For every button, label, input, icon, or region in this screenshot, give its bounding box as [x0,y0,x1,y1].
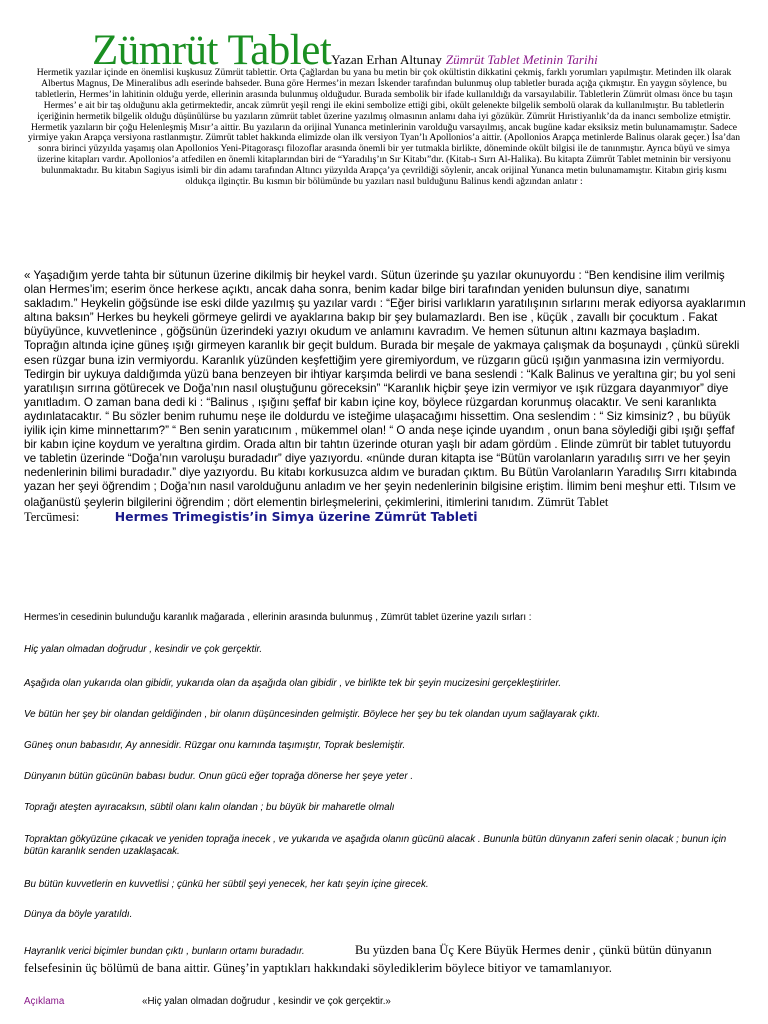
page-title: Zümrüt Tablet [92,27,332,74]
subtitle-link[interactable]: Zümrüt Tablet Metinin Tarihi [445,52,598,67]
footer [24,996,746,1007]
footer-label-link[interactable]: Açıklama [24,996,65,1007]
tablet-line: Toprağı ateşten ayıracaksın, sübtil olanı kalın olandan ; bu büyük bir maharetle olmalı [24,802,395,813]
tablet-line: Hiç yalan olmadan doğrudur , kesindir ve çok gerçektir. [24,644,263,655]
closing-paragraph [24,942,746,976]
tablet-line: Ve bütün her şey bir olandan geldiğinden , bir olanın düşüncesinden gelmiştir. Böylece her şey bu tek olandan uyum sağlayarak çıktı. [24,709,601,720]
quote-text: « Yaşadığım yerde tahta bir sütunun üzerine dikilmiş bir heykel vardı. Sütun üzerinde şu yazılar okunuyordu : “Ben kendisine ilim verilmiş olan Hermes’im; eserim önce herkese açıktı, ancak daha sonra, benim kadar bilge biri tarafından yeniden bulunsun diye, sanatımı sakladım.” Heykelin göğsünde ise eski dilde yazılmış şu yazılar vardı : “Eğer birisi varlıkların yaratılışının sırlarını merak ediyorsa ayaklarımın altına baksın” Herkes bu heykeli görmeye gelirdi ve ayaklarına bakıp bir şey bulamazlardı. Ben ise , küçük , zavallı bir çocuktum . Fakat büyüyünce, kuvvetlenince , göğsünün üzerindeki yazıyı okudum ve anlamını kavradım. Ve hemen sütunun altını kazmaya başladım. Toprağın altında içine güneş ışığı girmeyen karanlık bir geçit buldum. Burada bir meşale de yakmaya çalışmak da boşunaydı , çünkü sürekli esen rüzgar buna izin vermiyordu. Karanlık yüzünden keşfettiğim yere giremiyordum, ve rüzgarın gücü ışığın yanmasına izin vermiyordu. Tedirgin bir uykuya daldığımda yüzü bana benzeyen bir ihtiyar karşımda belirdi ve bana seslendi : “Kalk Balinus ve yeraltına gir; bu yol seni yaratılışın sırrına götürecek ve Doğa’nın nasıl oluştuğunu göreceksin” “Karanlık hiçbir şeye izin vermiyor ve ışık rüzgara dayanmıyor” diye yanıtladım. O zaman bana dedi ki : “Balinus , ışığını şeffaf bir kabın içine koy, böylece rüzgardan korunmuş olacaktır. Ve seni karanlıkta aydınlatacaktır. “ Bu sözler benim ruhumu neşe ile doldurdu ve isteğime ulaşacağımı hissettim. Ona seslendim : “ Siz kimsiniz? , bu büyük iyilik için kime minnettarım?” “ Ben senin yaratıcınım , mükemmel olan! “ O anda neşe içinde uyandım , onun bana söylediği gibi ışığı şeffaf bir kabın içine koydum ve yeraltına girdim. Orada altın bir tahtın üzerinde oturan yaşlı bir adam gördüm . Elinde zümrüt bir tablet tutuyordu ve tabletin üzerinde “Doğa’nın varoluşu buradadır” diye yazıyordu. «nünde duran kitapta ise “Bütün varolanların yaradılış sırrı ve her şeyin nedenlerinin bilimi buradadır.” diye yazıyordu. Bu kitabı korkusuzca aldım ve buradan çıktım. Bu Bütün Varolanların Yaradılış Sırrı kitabında yazan her şeyi öğrendim ; Doğa’nın nasıl varolduğunu anladım ve her şeyin nedenlerinin bilgisine eriştim. İlimim beni meşhur etti. Tılsım ve olağanüstü şeylerin bilgilerini öğrendim ; dört elementin birleşmelerini, çekimlerini, itimlerini tanıdım. [24,269,746,509]
tablet-line: Topraktan gökyüzüne çıkacak ve yeniden toprağa inecek , ve yukarıda ve aşağıda olanın gücünü alacak . Bununla bütün dünyanın zaferi senin olacak ; bunun için bütün karanlık senden uzaklaşacak. [24,834,727,857]
closing-italic: Hayranlık verici biçimler bundan çıktı , bunların ortamı buradadır. [24,946,305,957]
closing-text: Bu yüzden bana Üç Kere Büyük Hermes denir , çünkü bütün dünyanın felsefesinin üç bölümü de bana aittir. Güneş’in yaptıkları hakkındaki söylediklerim böylece bitiyor ve tamamlanıyor. [24,943,712,975]
section-heading: Hermes Trimegistis’in Simya üzerine Zümrüt Tableti [114,508,478,524]
tablet-line: Dünya da böyle yaratıldı. [24,909,133,920]
tablet-line: Dünyanın bütün gücünün babası budur. Onun gücü eğer toprağa dönerse her şeye yeter . [24,771,414,782]
footer-quote: «Hiç yalan olmadan doğrudur , kesindir ve çok gerçektir.» [142,996,391,1007]
tablet-intro-line: Hermes’in cesedinin bulunduğu karanlık mağarada , ellerinin arasında bulunmuş , Zümrüt tablet üzerine yazılı sırları : [24,612,532,623]
author-byline: Yazan Erhan Altunay [331,52,442,67]
intro-paragraph: Hermetik yazılar içinde en önemlisi kuşkusuz Zümrüt tablettir. Orta Çağlardan bu yana bu metin bir çok okültistin dikkatini çekmiş, farklı yorumları yapılmıştır. Metinden ilk olarak Albertus Magnus, De Mineralibus adlı eserinde bahseder. Buna göre Hermes’in mezarı İskender tarafından bulunmuş olup tabletler burada açığa çıkmıştır. En yaygın söylence, bu tabletlerin, Hermes’in lahitinin olduğu yerde, ellerinin arasında bulunmuş olduğudur. Burada sembolik bir ifade kullanıldığı da varsayılabilir. Tabletlerin Zümrüt olması önce bu taşın Hermes’ e ait bir taş olduğunu akla getirmektedir, ancak zümrüt yeşil rengi ile ekini sembolize ettiği gibi, okült gelenekte bilgelik sembolü olarak da kullanılmıştır. Bu tabletlerin içeriğinin hermetik bilgelik olduğu düşünülürse bu yazıların zümrüt tablet üzerine yazılmış olmasının anlamı daha iyi gözükür. Zümrüt Hıristiyanlık’da da inancı sembolize etmiştir. Hermetik yazıların bir çoğu Helenleşmiş Mısır’a aittir. Bu yazıların da orijinal Yunanca metinlerinin varolduğu varsayılmış, ancak bugüne kadar eksiksiz metin bulunamamıştır. Sadece yirmiye yakın Arapça versiyona rastlanmıştır. Zümrüt tablet hakkında elimizde olan ilk versiyon Tyan’lı Apollonios’a aittir. (Apollonios Arapça metinlerde Balinus olarak geçer.) İsa’dan sonra birinci yüzyılda yaşamış olan Apollonios Yeni-Pitagorasçı filozoflar arasında önemli bir yer tutmakla birlikte, döneminde okült bilgisi ile de tanınmıştır. Ayrıca büyü ve simya üzerine kitapları vardır. Apollonios’a atfedilen en önemli kitaplarından biri de “Yaradılış’ın Sır Kitabı”dır. (Kitab-ı Sırrı Al-Halika). Bu kitapta Zümrüt Tablet metninin bir versiyonu bulunmaktadır. Bu kitabın Sagiyus isimli bir din adamı tarafından Altıncı yüzyılda Arapça’ya çevrildiği söylenir, ancak orijinal Yunanca metin bulunamamıştır. Kitabın giriş kısmı oldukça ilginçtir. Bu kısmın bir bölümünde bu yazıları nasıl bulduğunu Balinus kendi ağzından anlatır : [27,67,741,188]
balinus-quote [24,269,746,525]
tablet-line: Güneş onun babasıdır, Ay annesidir. Rüzgar onu karnında taşımıştır, Toprak beslemiştir. [24,740,406,751]
tablet-line: Bu bütün kuvvetlerin en kuvvetlisi ; çünkü her sübtil şeyi yenecek, her katı şeyin içine girecek. [24,879,429,890]
tablet-line: Aşağıda olan yukarıda olan gibidir, yukarıda olan da aşağıda olan gibidir , ve birlikte tek bir şeyin mucizesini gerçekleştirirler. [24,678,562,689]
translation-label: Zümrüt Tablet Tercümesi: [24,494,609,524]
